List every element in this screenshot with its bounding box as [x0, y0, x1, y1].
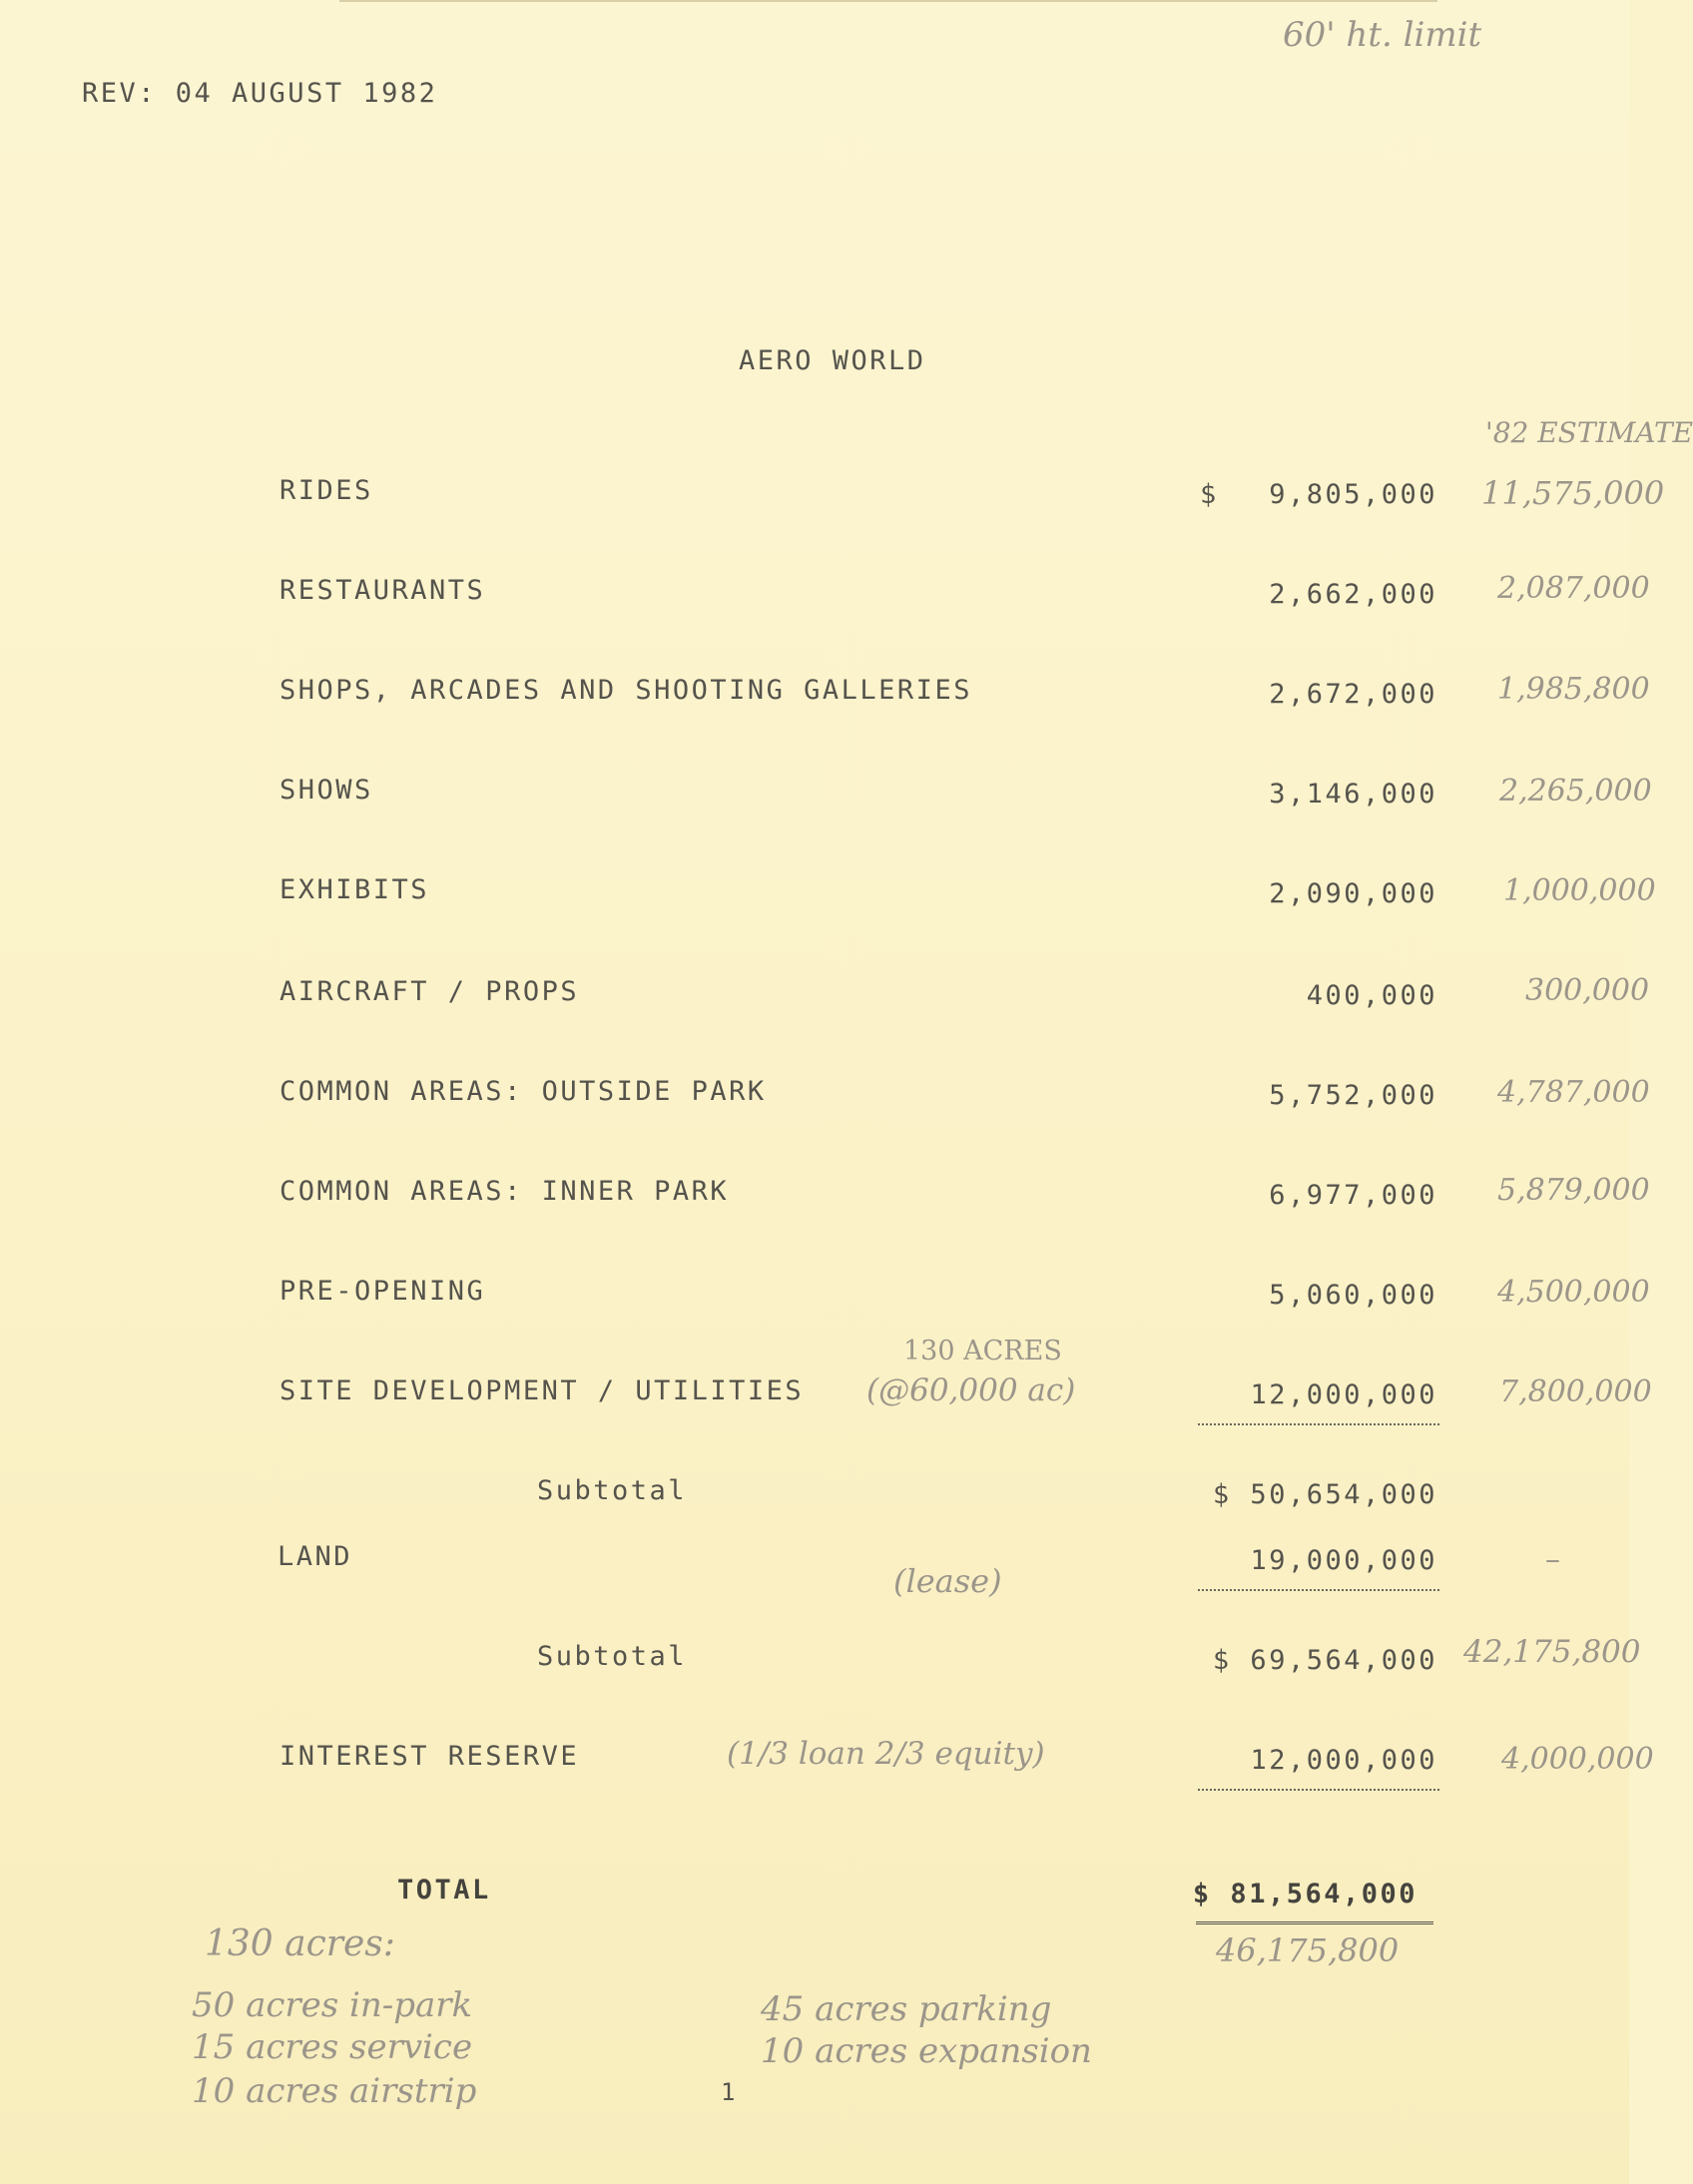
total-amount: $ 81,564,000 [1192, 1879, 1417, 1910]
acreage-note-line: 45 acres parking [761, 1989, 1052, 2029]
row-amount-shops: 2,672,000 [1269, 679, 1437, 710]
row-label-interest-reserve: INTEREST RESERVE [280, 1741, 580, 1772]
row-amount-land: 19,000,000 [1250, 1545, 1437, 1576]
row-label-pre-opening: PRE-OPENING [280, 1276, 486, 1307]
total-label: TOTAL [397, 1875, 491, 1906]
row-estimate-interest-reserve: 4,000,000 [1501, 1742, 1654, 1777]
row-label-land: LAND [278, 1541, 353, 1572]
row-estimate-rides: 11,575,000 [1481, 474, 1665, 512]
underline-rule [1198, 1423, 1439, 1425]
row-label-common-inner: COMMON AREAS: INNER PARK [280, 1176, 730, 1207]
revision-date: REV: 04 AUGUST 1982 [82, 78, 438, 109]
row-amount-aircraft: 400,000 [1306, 980, 1437, 1011]
row-estimate-common-inner: 5,879,000 [1497, 1173, 1650, 1208]
site-cost-per-acre-note: (@60,000 ac) [866, 1372, 1076, 1408]
row-estimate-pre-opening: 4,500,000 [1497, 1275, 1650, 1310]
row-estimate-land: – [1545, 1542, 1560, 1577]
acreage-note-line: 50 acres in-park [192, 1985, 473, 2025]
subtotal-label: Subtotal [537, 1641, 688, 1672]
row-label-aircraft: AIRCRAFT / PROPS [280, 976, 580, 1007]
row-estimate-aircraft: 300,000 [1525, 973, 1650, 1008]
underline-rule [1198, 1789, 1439, 1791]
height-limit-note: 60' ht. limit [1283, 15, 1482, 55]
row-estimate-restaurants: 2,087,000 [1497, 571, 1650, 606]
underline-rule [1198, 1589, 1439, 1591]
row-amount-common-inner: 6,977,000 [1269, 1180, 1437, 1211]
row-estimate-shops: 1,985,800 [1497, 672, 1650, 707]
row-estimate-site-development: 7,800,000 [1499, 1374, 1652, 1409]
row-estimate-shows: 2,265,000 [1499, 774, 1652, 809]
row-label-common-outside: COMMON AREAS: OUTSIDE PARK [280, 1076, 767, 1107]
row-amount-shows: 3,146,000 [1269, 779, 1437, 810]
row-amount-exhibits: 2,090,000 [1269, 878, 1437, 909]
subtotal-label: Subtotal [537, 1475, 688, 1506]
page-number: 1 [721, 2078, 738, 2106]
land-lease-note: (lease) [893, 1562, 1002, 1600]
page-top-edge [339, 0, 1437, 2]
acreage-notes-heading: 130 acres: [205, 1923, 395, 1964]
row-amount-rides: 9,805,000 [1269, 479, 1437, 510]
acreage-note-line: 15 acres service [192, 2027, 473, 2067]
row-amount-pre-opening: 5,060,000 [1269, 1280, 1437, 1311]
row-label-exhibits: EXHIBITS [280, 874, 430, 905]
row-label-restaurants: RESTAURANTS [280, 575, 486, 606]
row-amount-interest-reserve: 12,000,000 [1250, 1745, 1437, 1776]
row-amount-site-development: 12,000,000 [1250, 1379, 1437, 1410]
row-amount-restaurants: 2,662,000 [1269, 579, 1437, 610]
total-estimate: 46,175,800 [1216, 1931, 1400, 1969]
subtotal-amount: $ 50,654,000 [1212, 1479, 1437, 1510]
interest-financing-note: (1/3 loan 2/3 equity) [727, 1736, 1045, 1772]
row-label-shops: SHOPS, ARCADES AND SHOOTING GALLERIES [280, 675, 972, 706]
acreage-note-line: 10 acres airstrip [192, 2071, 477, 2111]
row-label-shows: SHOWS [280, 775, 373, 806]
row-estimate-common-outside: 4,787,000 [1497, 1075, 1650, 1110]
row-dollar-sign: $ [1200, 479, 1219, 510]
acreage-note-line: 10 acres expansion [761, 2031, 1092, 2071]
document-title: AERO WORLD [739, 345, 926, 376]
row-label-rides: RIDES [280, 475, 373, 506]
row-amount-common-outside: 5,752,000 [1269, 1080, 1437, 1111]
subtotal-estimate: 42,175,800 [1463, 1634, 1641, 1670]
subtotal-amount: $ 69,564,000 [1212, 1645, 1437, 1676]
total-double-underline [1196, 1921, 1433, 1928]
row-estimate-exhibits: 1,000,000 [1503, 873, 1656, 908]
estimate-column-header: '82 ESTIMATE [1485, 416, 1693, 449]
row-label-site-development: SITE DEVELOPMENT / UTILITIES [280, 1375, 805, 1406]
site-acreage-note: 130 ACRES [903, 1336, 1062, 1366]
